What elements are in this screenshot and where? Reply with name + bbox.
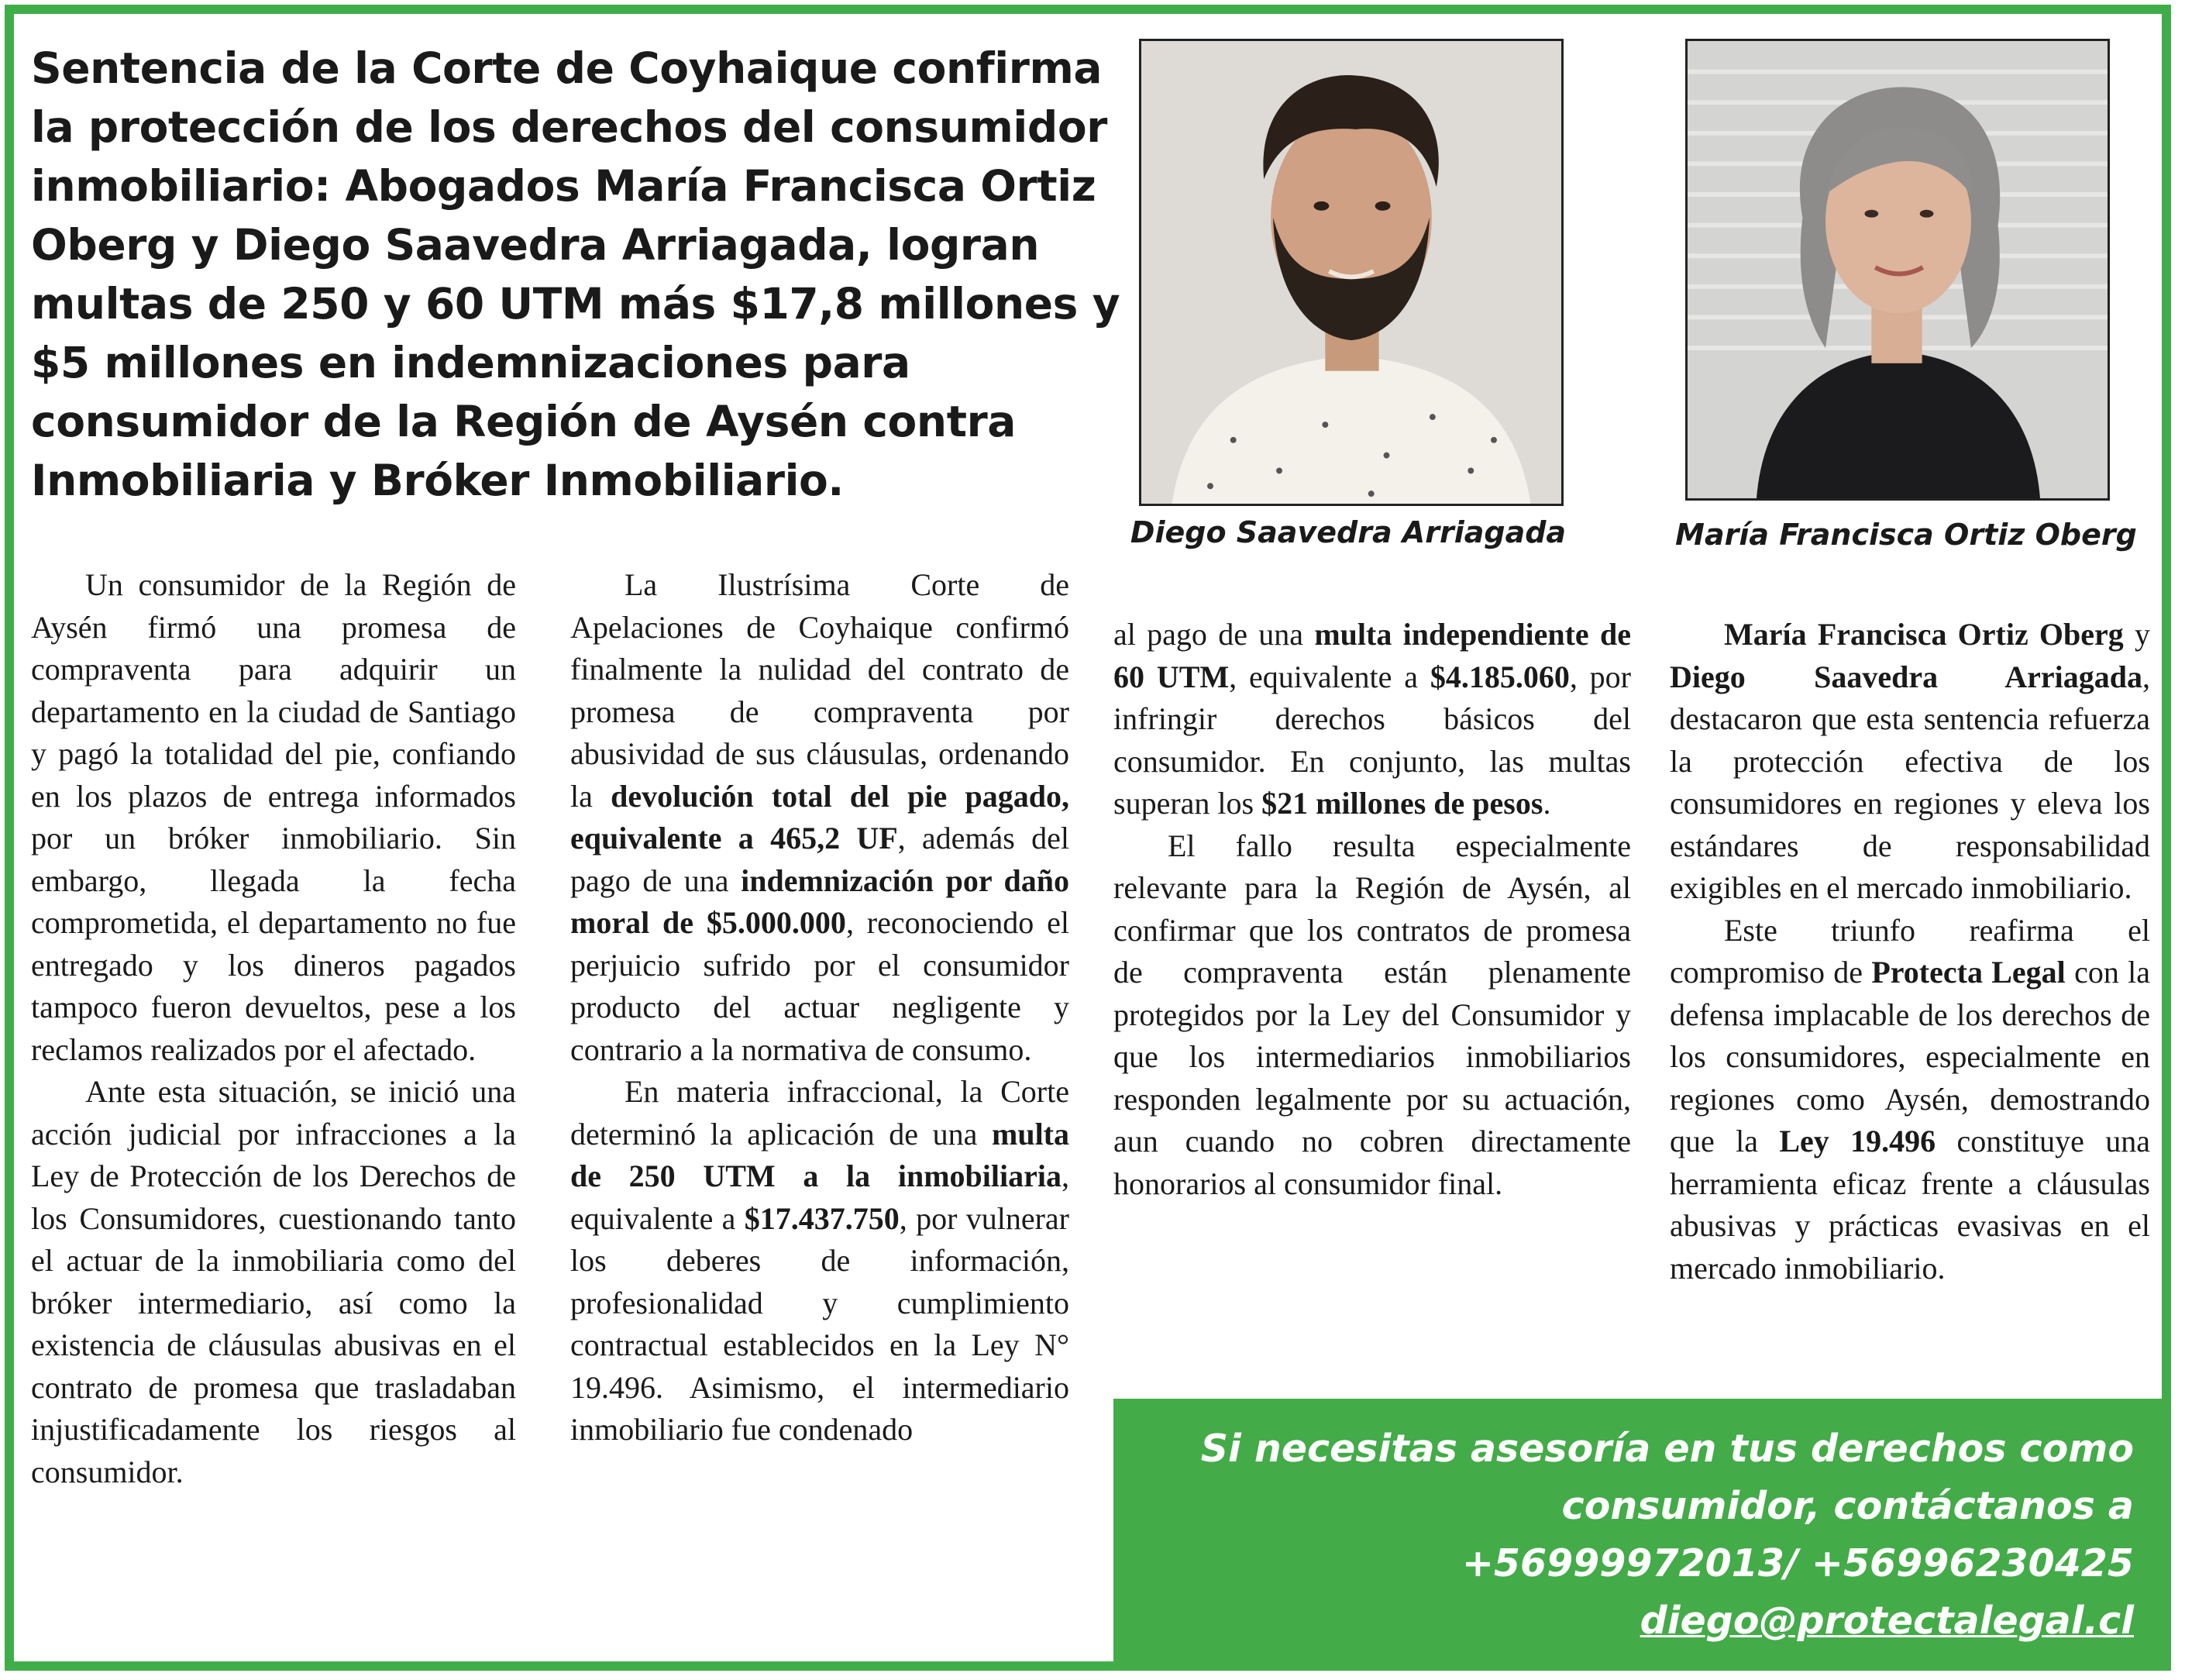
photo-maria — [1685, 39, 2110, 501]
paragraph: En materia infraccional, la Corte determinó la aplicación de una multa de 250 UTM a la inmobiliaria, equivalente a $17.437.750, por vulnerar los deberes de información, profesionalidad y cumplimiento contractual establecidos en la Ley N° 19.496. Asimismo, el intermediario inmobiliario fue condenado — [570, 1074, 1069, 1447]
paragraph: Este triunfo reafirma el compromiso de Protecta Legal con la defensa implacable de los derechos de los consumidores, especialmente en regiones como Aysén, demostrando que la Ley 19.496 constituye una herramienta eficaz frente a cláusulas abusivas y prácticas evasivas en el mercado inmobiliario. — [1670, 912, 2151, 1286]
paragraph: María Francisca Ortiz Oberg y Diego Saavedra Arriagada, destacaron que esta sentencia refuerza la protección efectiva de los consumidores en regiones y eleva los estándares de responsabilidad exigibles en el mercado inmobiliario. — [1670, 617, 2151, 905]
portrait-maria-image — [1688, 41, 2108, 498]
paragraph: La Ilustrísima Corte de Apelaciones de Coyhaique confirmó finalmente la nulidad del contrato de promesa de compraventa por abusividad de sus cláusulas, ordenando la devolución total del pie pagado, equivalente a 465,2 UF, además del pago de una indemnización por daño moral de $5.000.000, reconociendo el perjuicio sufrido por el consumidor producto del actuar negligente y contrario a la normativa de consumo. — [570, 567, 1069, 1067]
body-column-1 — [31, 564, 516, 1493]
paragraph: Un consumidor de la Región de Aysén firmó una promesa de compraventa para adquirir un departamento en la ciudad de Santiago y pagó la totalidad del pie, confiando en los plazos de entrega informados por un bróker inmobiliario. Sin embargo, llegada la fecha comprometida, el departamento no fue entregado y los dineros pagados tampoco fueron devueltos, pese a los reclamos realizados por el afectado. — [31, 567, 516, 1067]
paragraph: al pago de una multa independiente de 60 UTM, equivalente a $4.185.060, por infringir derechos básicos del consumidor. En conjunto, las multas superan los $21 millones de pesos. — [1113, 617, 1631, 821]
caption-maria: María Francisca Ortiz Oberg — [1675, 518, 2137, 552]
cta-phones[interactable]: +56999972013/ +56996230425 — [1461, 1541, 2134, 1585]
cta-line-1: Si necesitas asesoría en tus derechos como — [1200, 1427, 2134, 1471]
caption-diego: Diego Saavedra Arriagada — [1130, 515, 1567, 549]
photo-diego — [1139, 39, 1564, 506]
body-column-4 — [1670, 614, 2150, 1289]
body-column-3 — [1113, 614, 1631, 1205]
paragraph: Ante esta situación, se inició una acción judicial por infracciones a la Ley de Protección de los Derechos de los Consumidores, cuestionando tanto el actuar de la inmobiliaria como del bróker intermediario, así como la existencia de cláusulas abusivas en el contrato de promesa que trasladaban injustificadamente los riesgos al consumidor. — [31, 1074, 516, 1489]
article-headline: Sentencia de la Corte de Coyhaique confirma la protección de los derechos del consumidor inmobiliario: Abogados María Francisca Ortiz Oberg y Diego Saavedra Arriagada, logran multas de 250 y 60 UTM más $17,8 millones y $5 millones en indemnizaciones para consumidor de la Región de Aysén contra Inmobiliaria y Bróker Inmobiliario. — [31, 43, 1120, 505]
portrait-diego-image — [1141, 41, 1561, 504]
paragraph: El fallo resulta especialmente relevante para la Región de Aysén, al confirmar que los contratos de promesa de compraventa están plenamente protegidos por la Ley del Consumidor y que los intermediarios inmobiliarios responden legalmente por su actuación, aun cuando no cobren directamente honorarios al consumidor final. — [1113, 828, 1631, 1201]
contact-banner — [1113, 1399, 2171, 1671]
cta-line-2: consumidor, contáctanos a — [1561, 1484, 2134, 1528]
body-column-2 — [570, 564, 1069, 1451]
cta-email-link[interactable]: diego@protectalegal.cl — [1640, 1599, 2134, 1643]
